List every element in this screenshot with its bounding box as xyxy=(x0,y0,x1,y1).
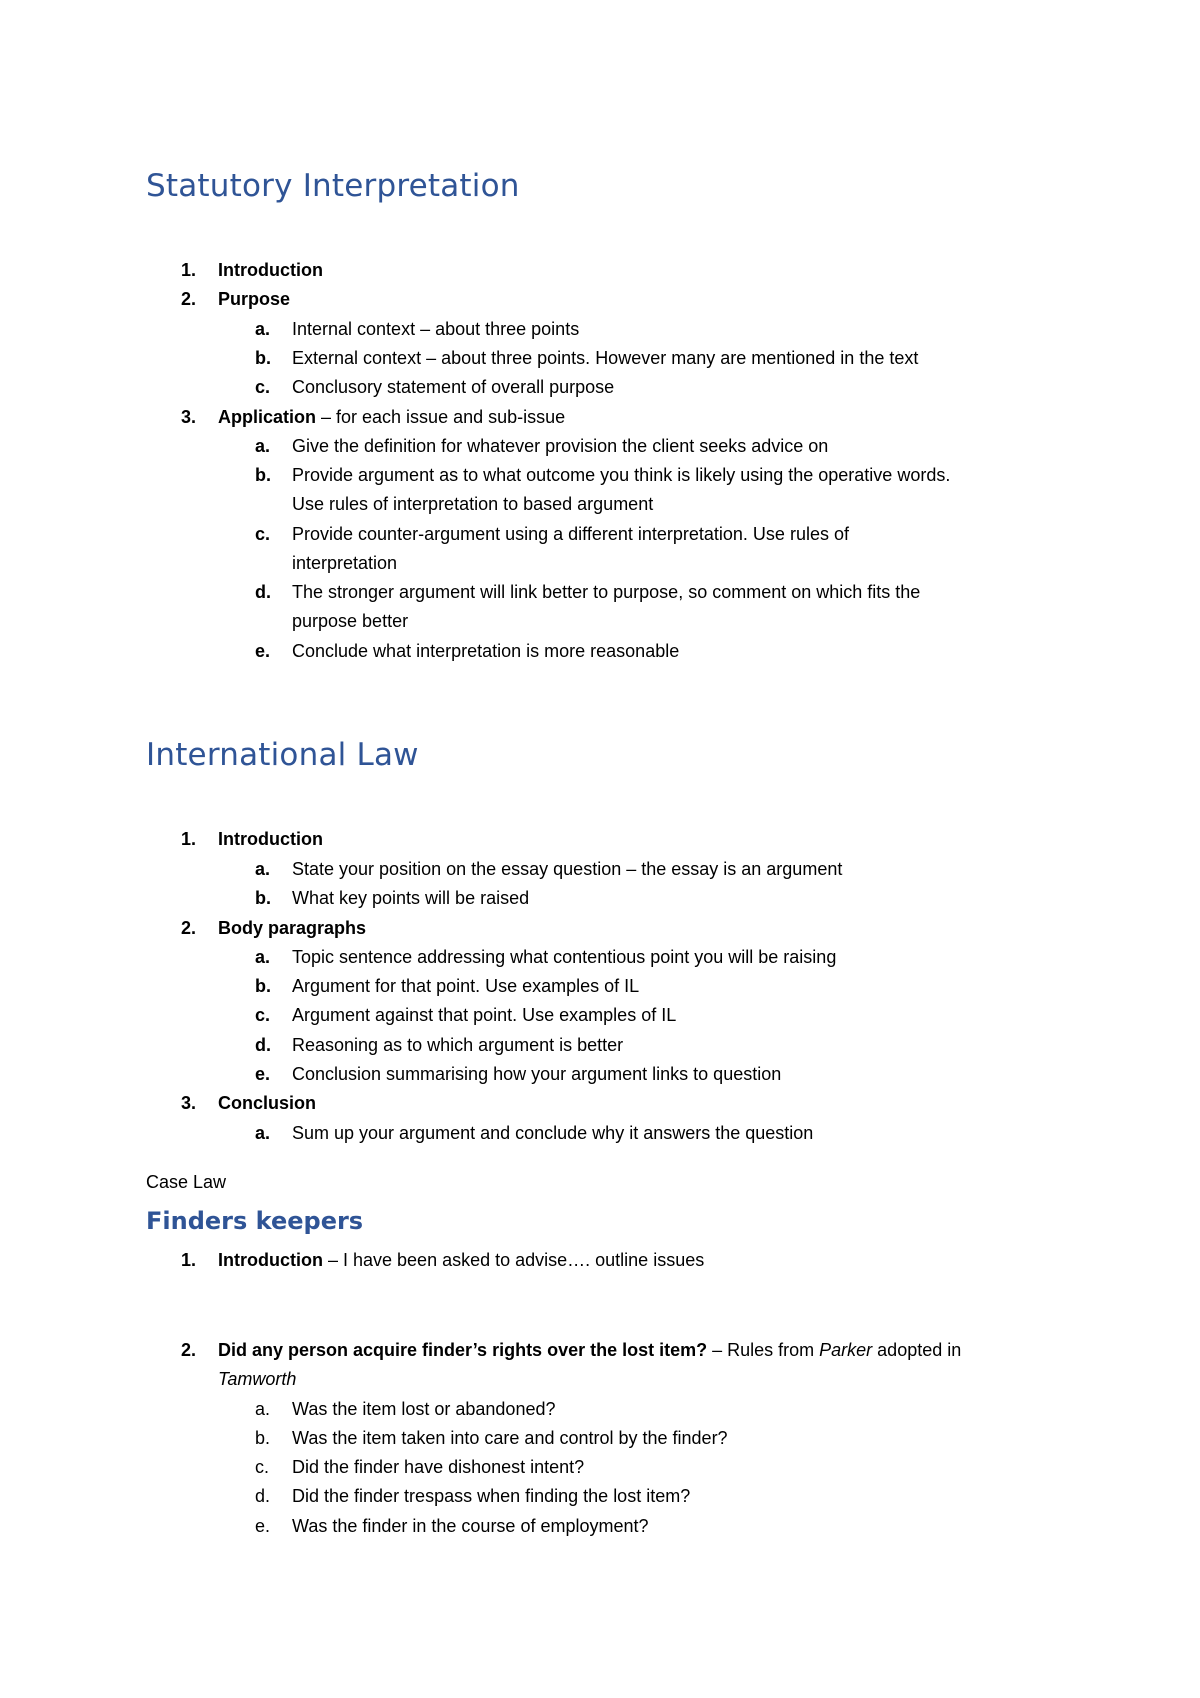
sublist-letter: b. xyxy=(255,1428,271,1448)
case-name: Parker xyxy=(819,1340,873,1360)
list-item-label: Body paragraphs xyxy=(218,918,367,938)
sublist-item: Sum up your argument and conclude why it answers the question xyxy=(292,1123,814,1143)
sublist-letter: b. xyxy=(255,888,271,908)
sublist-item-continuation: interpretation xyxy=(292,553,398,573)
sublist-item: Was the item lost or abandoned? xyxy=(292,1399,556,1419)
list-number: 2. xyxy=(181,918,197,938)
sublist-letter: d. xyxy=(255,1486,271,1506)
list-number: 3. xyxy=(181,1093,197,1113)
sublist-letter: a. xyxy=(255,859,271,879)
sublist-letter: b. xyxy=(255,465,271,485)
sublist-letter: c. xyxy=(255,1005,271,1025)
list-item-label: Purpose xyxy=(218,289,291,309)
list-item-line xyxy=(218,403,565,432)
list-number: 1. xyxy=(181,829,197,849)
sublist-item: Internal context – about three points xyxy=(292,319,580,339)
list-item-label: Introduction xyxy=(218,1250,323,1270)
case-law-label: Case Law xyxy=(146,1172,227,1192)
sublist-letter: d. xyxy=(255,1035,271,1055)
list-item-label: Conclusion xyxy=(218,1093,316,1113)
sublist-letter: c. xyxy=(255,1457,270,1477)
sublist-item: Topic sentence addressing what contentious point you will be raising xyxy=(292,947,837,967)
sublist-letter: a. xyxy=(255,1123,271,1143)
sublist-letter: a. xyxy=(255,436,271,456)
sublist-item: Conclusion summarising how your argument links to question xyxy=(292,1064,782,1084)
list-number: 2. xyxy=(181,1340,197,1360)
list-item-label: Introduction xyxy=(218,829,323,849)
sublist-item: What key points will be raised xyxy=(292,888,530,908)
list-number: 1. xyxy=(181,260,197,280)
sublist-item: Did the finder have dishonest intent? xyxy=(292,1457,585,1477)
list-item-rest: adopted in xyxy=(872,1340,962,1360)
heading-international-law: International Law xyxy=(146,737,419,773)
sublist-item: Argument for that point. Use examples of IL xyxy=(292,976,640,996)
sublist-item: Argument against that point. Use examples of IL xyxy=(292,1005,677,1025)
sublist-item: Give the definition for whatever provision the client seeks advice on xyxy=(292,436,829,456)
sublist-letter: c. xyxy=(255,524,271,544)
list-item-label: Did any person acquire finder’s rights over the lost item? xyxy=(218,1340,708,1360)
sublist-item-continuation: purpose better xyxy=(292,611,409,631)
sublist-item: Was the item taken into care and control by the finder? xyxy=(292,1428,728,1448)
list-item-rest: – Rules from xyxy=(707,1340,820,1360)
list-number: 1. xyxy=(181,1250,197,1270)
heading-finders-keepers: Finders keepers xyxy=(146,1207,364,1235)
sublist-item: Conclusory statement of overall purpose xyxy=(292,377,615,397)
list-item-label: Application xyxy=(218,407,316,427)
sublist-item: External context – about three points. However many are mentioned in the text xyxy=(292,348,919,368)
sublist-letter: e. xyxy=(255,641,271,661)
heading-statutory-interpretation: Statutory Interpretation xyxy=(146,168,520,204)
sublist-item: Was the finder in the course of employment? xyxy=(292,1516,649,1536)
list-item-line xyxy=(218,1246,704,1275)
sublist-letter: c. xyxy=(255,377,271,397)
sublist-item: Reasoning as to which argument is better xyxy=(292,1035,624,1055)
list-item-line xyxy=(218,1336,961,1365)
sublist-item: The stronger argument will link better to purpose, so comment on which fits the xyxy=(292,582,921,602)
sublist-item: Provide argument as to what outcome you think is likely using the operative words. xyxy=(292,465,951,485)
sublist-item: State your position on the essay question – the essay is an argument xyxy=(292,859,843,879)
sublist-letter: a. xyxy=(255,319,271,339)
list-item-rest: – for each issue and sub-issue xyxy=(316,407,566,427)
list-item-rest: – I have been asked to advise…. outline issues xyxy=(322,1250,705,1270)
sublist-letter: e. xyxy=(255,1064,271,1084)
sublist-item: Did the finder trespass when finding the lost item? xyxy=(292,1486,691,1506)
sublist-letter: b. xyxy=(255,976,271,996)
sublist-letter: e. xyxy=(255,1516,271,1536)
list-number: 2. xyxy=(181,289,197,309)
sublist-letter: a. xyxy=(255,947,271,967)
sublist-item: Conclude what interpretation is more reasonable xyxy=(292,641,680,661)
sublist-letter: a. xyxy=(255,1399,271,1419)
list-number: 3. xyxy=(181,407,197,427)
sublist-letter: d. xyxy=(255,582,271,602)
sublist-letter: b. xyxy=(255,348,271,368)
sublist-item: Provide counter-argument using a different interpretation. Use rules of xyxy=(292,524,849,544)
sublist-item-continuation: Use rules of interpretation to based argument xyxy=(292,494,654,514)
case-name: Tamworth xyxy=(218,1369,297,1389)
list-item-label: Introduction xyxy=(218,260,323,280)
